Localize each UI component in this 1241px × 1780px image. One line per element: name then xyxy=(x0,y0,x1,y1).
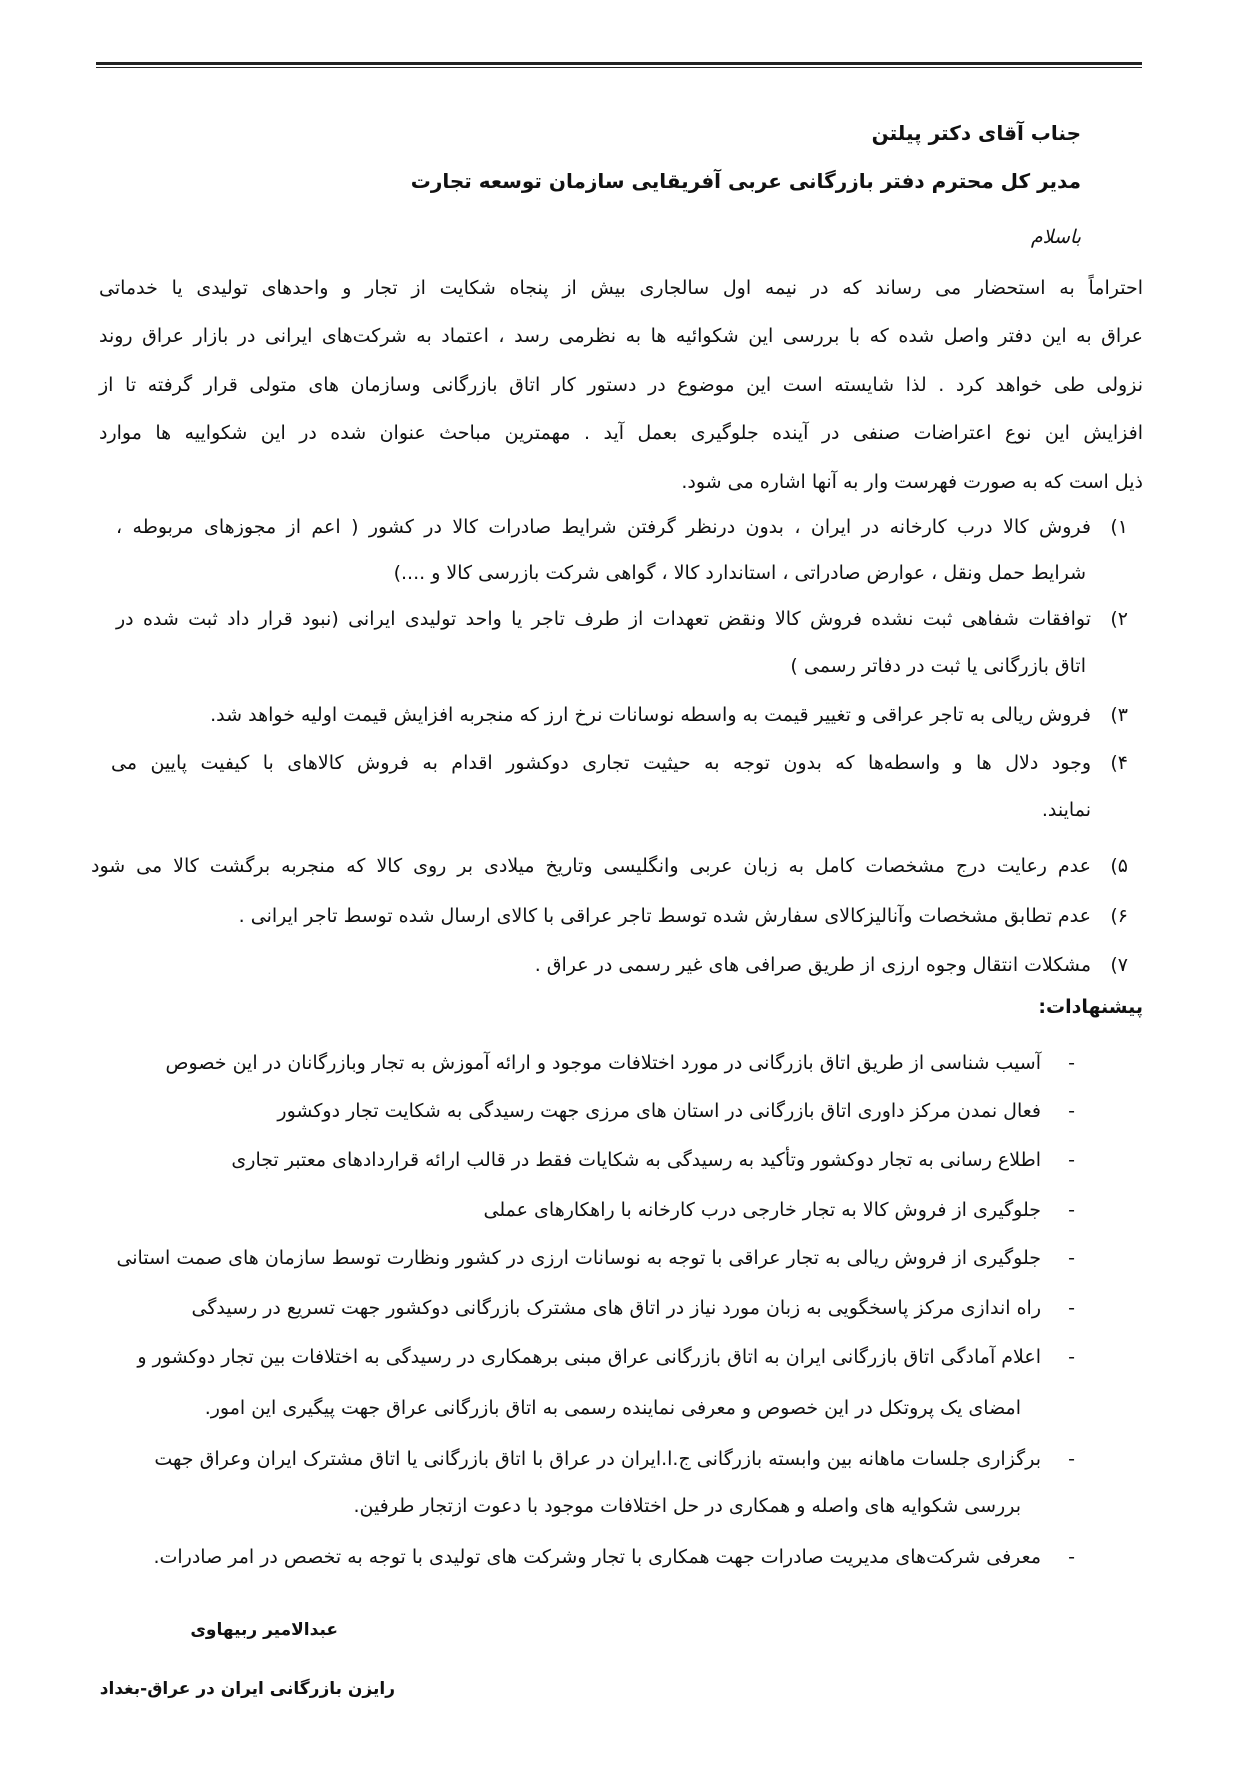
bullet-dash: - xyxy=(1068,1052,1075,1074)
issue-line: فروش کالا درب کارخانه در ایران ، بدون درنظر گرفتن شرایط صادرات کالا در کشور ( اعم از مجوزهای مربوطه ، xyxy=(116,516,1091,538)
suggestion-line: معرفی شرکت‌های مدیریت صادرات جهت همکاری با تجار وشرکت های تولیدی با توجه به تخصص در امر صادرات. xyxy=(153,1546,1041,1568)
bullet-dash: - xyxy=(1068,1149,1075,1171)
recipient-position: مدیر کل محترم دفتر بازرگانی عربی آفریقایی سازمان توسعه تجارت xyxy=(410,169,1081,193)
issue-line: نمایند. xyxy=(1041,799,1091,821)
intro-line: نزولی طی خواهد کرد . لذا شایسته است این موضوع در دستور کار اتاق بازرگانی وسازمان های متولی قرار گرفته تا از xyxy=(99,374,1143,396)
signature-name: عبدالامیر ربیهاوی xyxy=(190,1620,338,1640)
issue-line: عدم تطابق مشخصات وآنالیزکالای سفارش شده توسط تاجر عراقی با کالای ارسال شده توسط تاجر ایرانی . xyxy=(238,905,1091,927)
issue-line: عدم رعایت درج مشخصات کامل به زبان عربی وانگلیسی وتاریخ میلادی بر روی کالا که منجربه برگشت کالا می شود xyxy=(91,855,1091,877)
suggestion-line: جلوگیری از فروش کالا به تجار خارجی درب کارخانه با راهکارهای عملی xyxy=(483,1199,1041,1221)
issue-number: ۴) xyxy=(1110,752,1128,774)
suggestion-line: امضای یک پروتکل در این خصوص و معرفی نماینده رسمی به اتاق بازرگانی عراق جهت پیگیری این امور. xyxy=(204,1397,1021,1419)
issue-line: فروش ریالی به تاجر عراقی و تغییر قیمت به واسطه نوسانات نرخ ارز که منجربه افزایش قیمت اولیه خواهد شد. xyxy=(210,704,1091,726)
issue-line: شرایط حمل ونقل ، عوارض صادراتی ، استاندارد کالا ، گواهی شرکت بازرسی کالا و ....) xyxy=(393,562,1086,584)
issue-line: وجود دلال ها و واسطه‌ها که بدون توجه به حیثیت تجاری دوکشور اقدام به فروش کالاهای با کیفیت پایین می xyxy=(111,752,1091,774)
issue-number: ۵) xyxy=(1110,855,1128,877)
recipient: جناب آقای دکتر پیلتن xyxy=(871,121,1081,145)
issue-number: ۲) xyxy=(1110,608,1128,630)
suggestion-line: آسیب شناسی از طریق اتاق بازرگانی در مورد اختلافات موجود و ارائه آموزش به تجار وبازرگانان در این خصوص xyxy=(165,1052,1041,1074)
suggestions-title: پیشنهادات: xyxy=(1038,996,1143,1018)
greeting: باسلام xyxy=(1030,226,1081,248)
bullet-dash: - xyxy=(1068,1247,1075,1269)
suggestion-line: اطلاع رسانی به تجار دوکشور وتأکید به رسیدگی به شکایات فقط در قالب ارائه قراردادهای معتبر تجاری xyxy=(231,1149,1041,1171)
issue-number: ۱) xyxy=(1110,516,1128,538)
bullet-dash: - xyxy=(1068,1546,1075,1568)
intro-line: احتراماً به استحضار می رساند که در نیمه اول سالجاری بیش از پنجاه شکایت از تجار و واحدهای تولیدی یا خدماتی xyxy=(99,277,1143,299)
intro-line: افزایش این نوع اعتراضات صنفی در آینده جلوگیری بعمل آید . مهمترین مباحث عنوان شده در این شکواییه ها موارد xyxy=(99,422,1143,444)
bullet-dash: - xyxy=(1068,1346,1075,1368)
issue-number: ۶) xyxy=(1110,905,1128,927)
issue-number: ۷) xyxy=(1110,954,1128,976)
bullet-dash: - xyxy=(1068,1297,1075,1319)
bullet-dash: - xyxy=(1068,1448,1075,1470)
suggestion-line: بررسی شکوایه های واصله و همکاری در حل اختلافات موجود با دعوت ازتجار طرفین. xyxy=(353,1495,1021,1517)
signature-title: رایزن بازرگانی ایران در عراق-بغداد xyxy=(99,1679,395,1699)
suggestion-line: راه اندازی مرکز پاسخگویی به زبان مورد نیاز در اتاق های مشترک بازرگانی دوکشور جهت تسریع در رسیدگی xyxy=(191,1297,1041,1319)
top-rule-thin xyxy=(96,67,1142,68)
issue-number: ۳) xyxy=(1110,704,1128,726)
suggestion-line: جلوگیری از فروش ریالی به تجار عراقی با توجه به نوسانات ارزی در کشور ونظارت توسط سازمان های صمت استانی xyxy=(116,1247,1041,1269)
issue-line: توافقات شفاهی ثبت نشده فروش کالا ونقض تعهدات از طرف تاجر یا واحد تولیدی ایرانی (نبود قرار داد ثبت شده در xyxy=(116,608,1091,630)
intro-line: ذیل است که به صورت فهرست وار به آنها اشاره می شود. xyxy=(681,471,1143,493)
issue-line: مشکلات انتقال وجوه ارزی از طریق صرافی های غیر رسمی در عراق . xyxy=(534,954,1091,976)
issue-line: اتاق بازرگانی یا ثبت در دفاتر رسمی ) xyxy=(790,655,1086,677)
suggestion-line: برگزاری جلسات ماهانه بین وابسته بازرگانی ج.ا.ایران در عراق با اتاق بازرگانی یا اتاق مشترک ایران وعراق جهت xyxy=(154,1448,1041,1470)
bullet-dash: - xyxy=(1068,1199,1075,1221)
top-rule-thick xyxy=(96,62,1142,65)
bullet-dash: - xyxy=(1068,1100,1075,1122)
suggestion-line: فعال نمدن مرکز داوری اتاق بازرگانی در استان های مرزی جهت رسیدگی به شکایت تجار دوکشور xyxy=(277,1100,1041,1122)
intro-line: عراق به این دفتر واصل شده که با بررسی این شکوائیه ها به نظرمی رسد ، اعتماد به شرکت‌های ایرانی در بازار عراق روند xyxy=(99,325,1143,347)
suggestion-line: اعلام آمادگی اتاق بازرگانی ایران به اتاق بازرگانی عراق مبنی برهمکاری در رسیدگی به اختلافات بین تجار دوکشور و xyxy=(137,1346,1041,1368)
